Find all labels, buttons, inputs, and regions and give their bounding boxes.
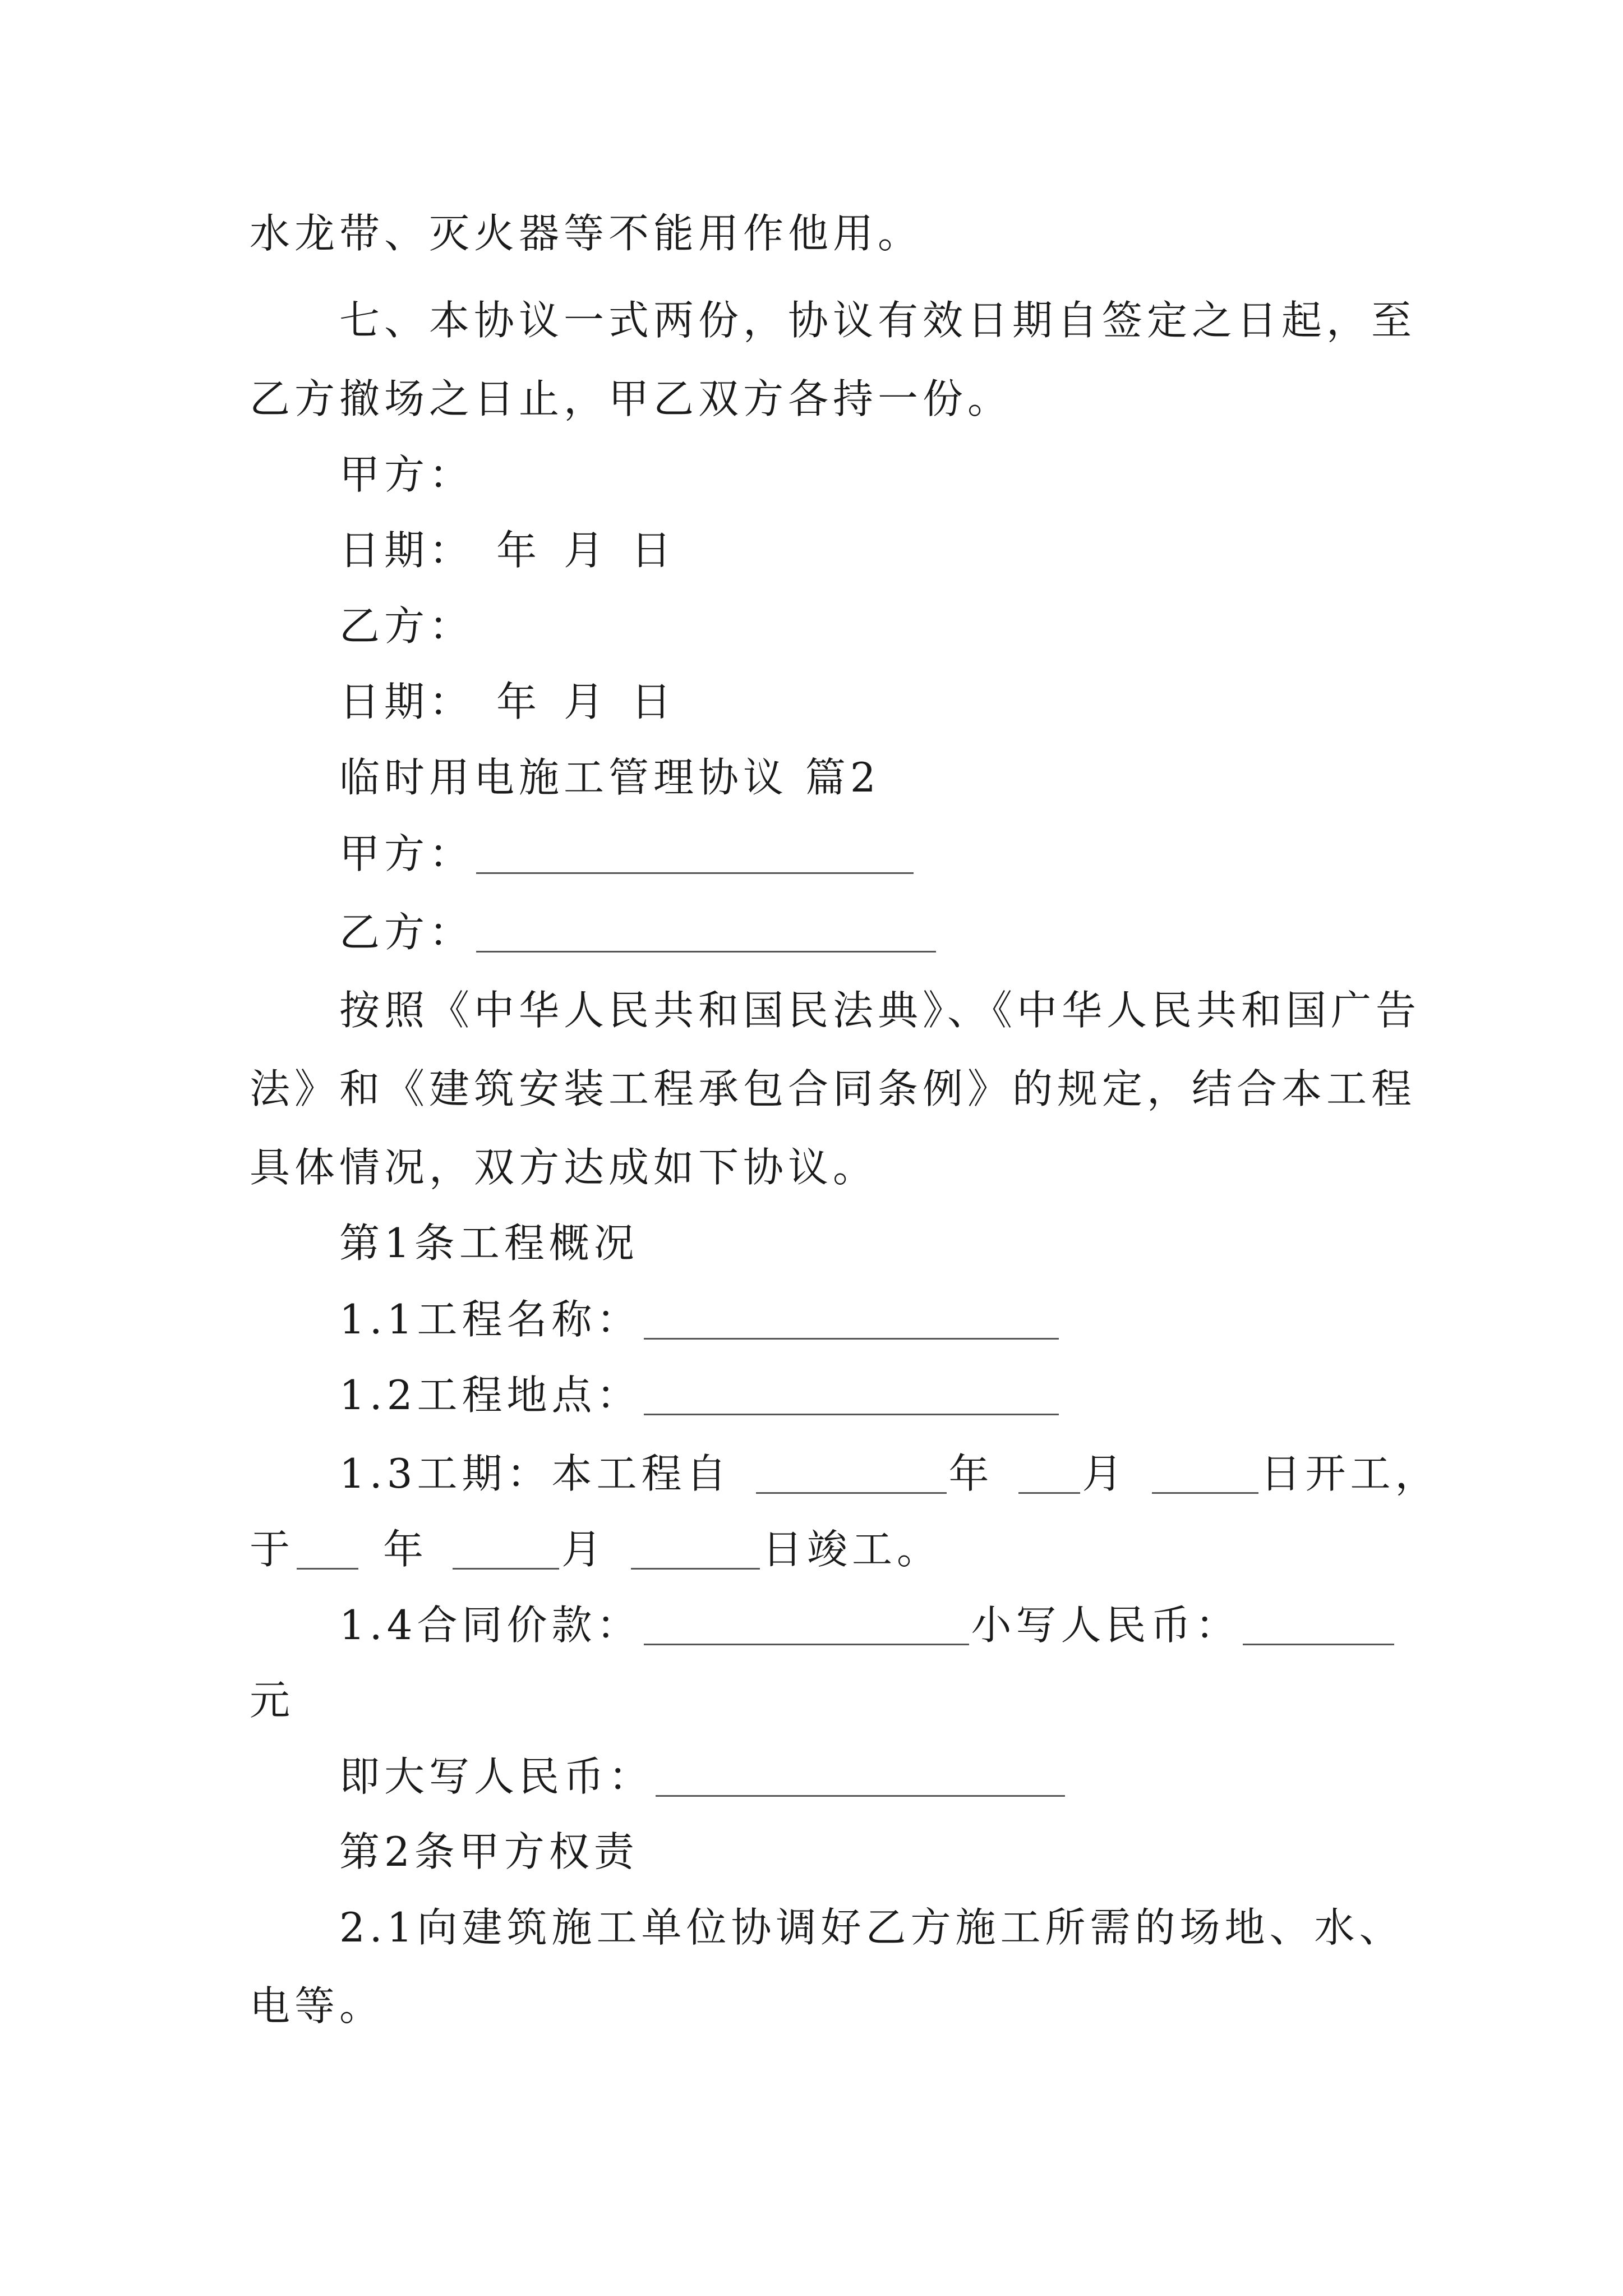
party-a-label: 甲方： — [339, 830, 474, 877]
party-a-label: 甲方： — [339, 451, 474, 498]
uppercase-rmb-label: 即大写人民币： — [339, 1753, 654, 1800]
contract-price-blank[interactable] — [644, 1604, 969, 1645]
party-a-blank[interactable] — [476, 833, 914, 874]
uppercase-rmb-blank[interactable] — [656, 1756, 1065, 1797]
start-label: 日开工， — [1260, 1450, 1440, 1497]
text-line: 水龙带、灭火器等不能用作他用。 — [250, 210, 923, 257]
project-name-blank[interactable] — [644, 1299, 1059, 1340]
article-heading: 第2条甲方权责 — [339, 1828, 639, 1875]
project-location-label: 1.2工程地点： — [339, 1372, 642, 1419]
year-label: 年 — [383, 1526, 428, 1573]
project-location-blank[interactable] — [644, 1374, 1059, 1415]
text-line: 电等。 — [250, 1982, 385, 2030]
end-day-blank[interactable] — [631, 1529, 760, 1570]
start-day-blank[interactable] — [1152, 1453, 1258, 1494]
end-month-blank[interactable] — [453, 1529, 559, 1570]
completion-line — [250, 1526, 942, 1573]
text-line: 元 — [250, 1677, 295, 1724]
year-label: 年 — [948, 1450, 994, 1497]
completion-label: 日竣工。 — [762, 1526, 942, 1573]
duration-label: 1.3工期：本工程自 — [339, 1450, 731, 1497]
duration-line — [339, 1450, 1440, 1497]
project-location-line — [339, 1372, 1061, 1419]
day-label: 日 — [631, 527, 676, 574]
month-label: 月 — [564, 678, 609, 725]
lowercase-rmb-label: 小写人民币： — [971, 1602, 1241, 1649]
month-label: 月 — [564, 527, 609, 574]
party-b-line — [339, 909, 938, 956]
project-name-line — [339, 1296, 1061, 1343]
party-b-label: 乙方： — [339, 909, 474, 956]
end-year-blank[interactable] — [297, 1529, 358, 1570]
party-b-blank[interactable] — [476, 912, 936, 953]
text-line: 按照《中华人民共和国民法典》、《中华人民共和国广告 — [339, 987, 1421, 1034]
project-name-label: 1.1工程名称： — [339, 1296, 642, 1343]
year-label: 年 — [496, 678, 542, 725]
lowercase-rmb-blank[interactable] — [1243, 1604, 1394, 1645]
start-month-blank[interactable] — [1018, 1453, 1080, 1494]
uppercase-rmb-line — [339, 1753, 1067, 1800]
day-label: 日 — [631, 678, 676, 725]
date-line — [339, 678, 676, 725]
date-label: 日期： — [339, 527, 474, 574]
date-label: 日期： — [339, 678, 474, 725]
party-b-label: 乙方： — [339, 602, 474, 650]
text-line: 2.1向建筑施工单位协调好乙方施工所需的场地、水、 — [339, 1904, 1404, 1951]
party-a-line — [339, 830, 916, 877]
contract-price-label: 1.4合同价款： — [339, 1602, 642, 1649]
month-label: 月 — [561, 1526, 607, 1573]
contract-price-line — [339, 1602, 1396, 1649]
section-title: 临时用电施工管理协议 篇2 — [339, 754, 880, 801]
month-label: 月 — [1082, 1450, 1127, 1497]
text-line: 具体情况，双方达成如下协议。 — [250, 1144, 878, 1191]
text-line: 法》和《建筑安装工程承包合同条例》的规定，结合本工程 — [250, 1065, 1417, 1112]
start-year-blank[interactable] — [756, 1453, 947, 1494]
text-line: 七、本协议一式两份，协议有效日期自签定之日起，至 — [339, 297, 1417, 344]
article-heading: 第1条工程概况 — [339, 1220, 639, 1267]
completion-prefix: 于 — [250, 1526, 295, 1573]
text-line: 乙方撤场之日止，甲乙双方各持一份。 — [250, 375, 1013, 422]
date-line — [339, 527, 676, 574]
year-label: 年 — [496, 527, 542, 574]
